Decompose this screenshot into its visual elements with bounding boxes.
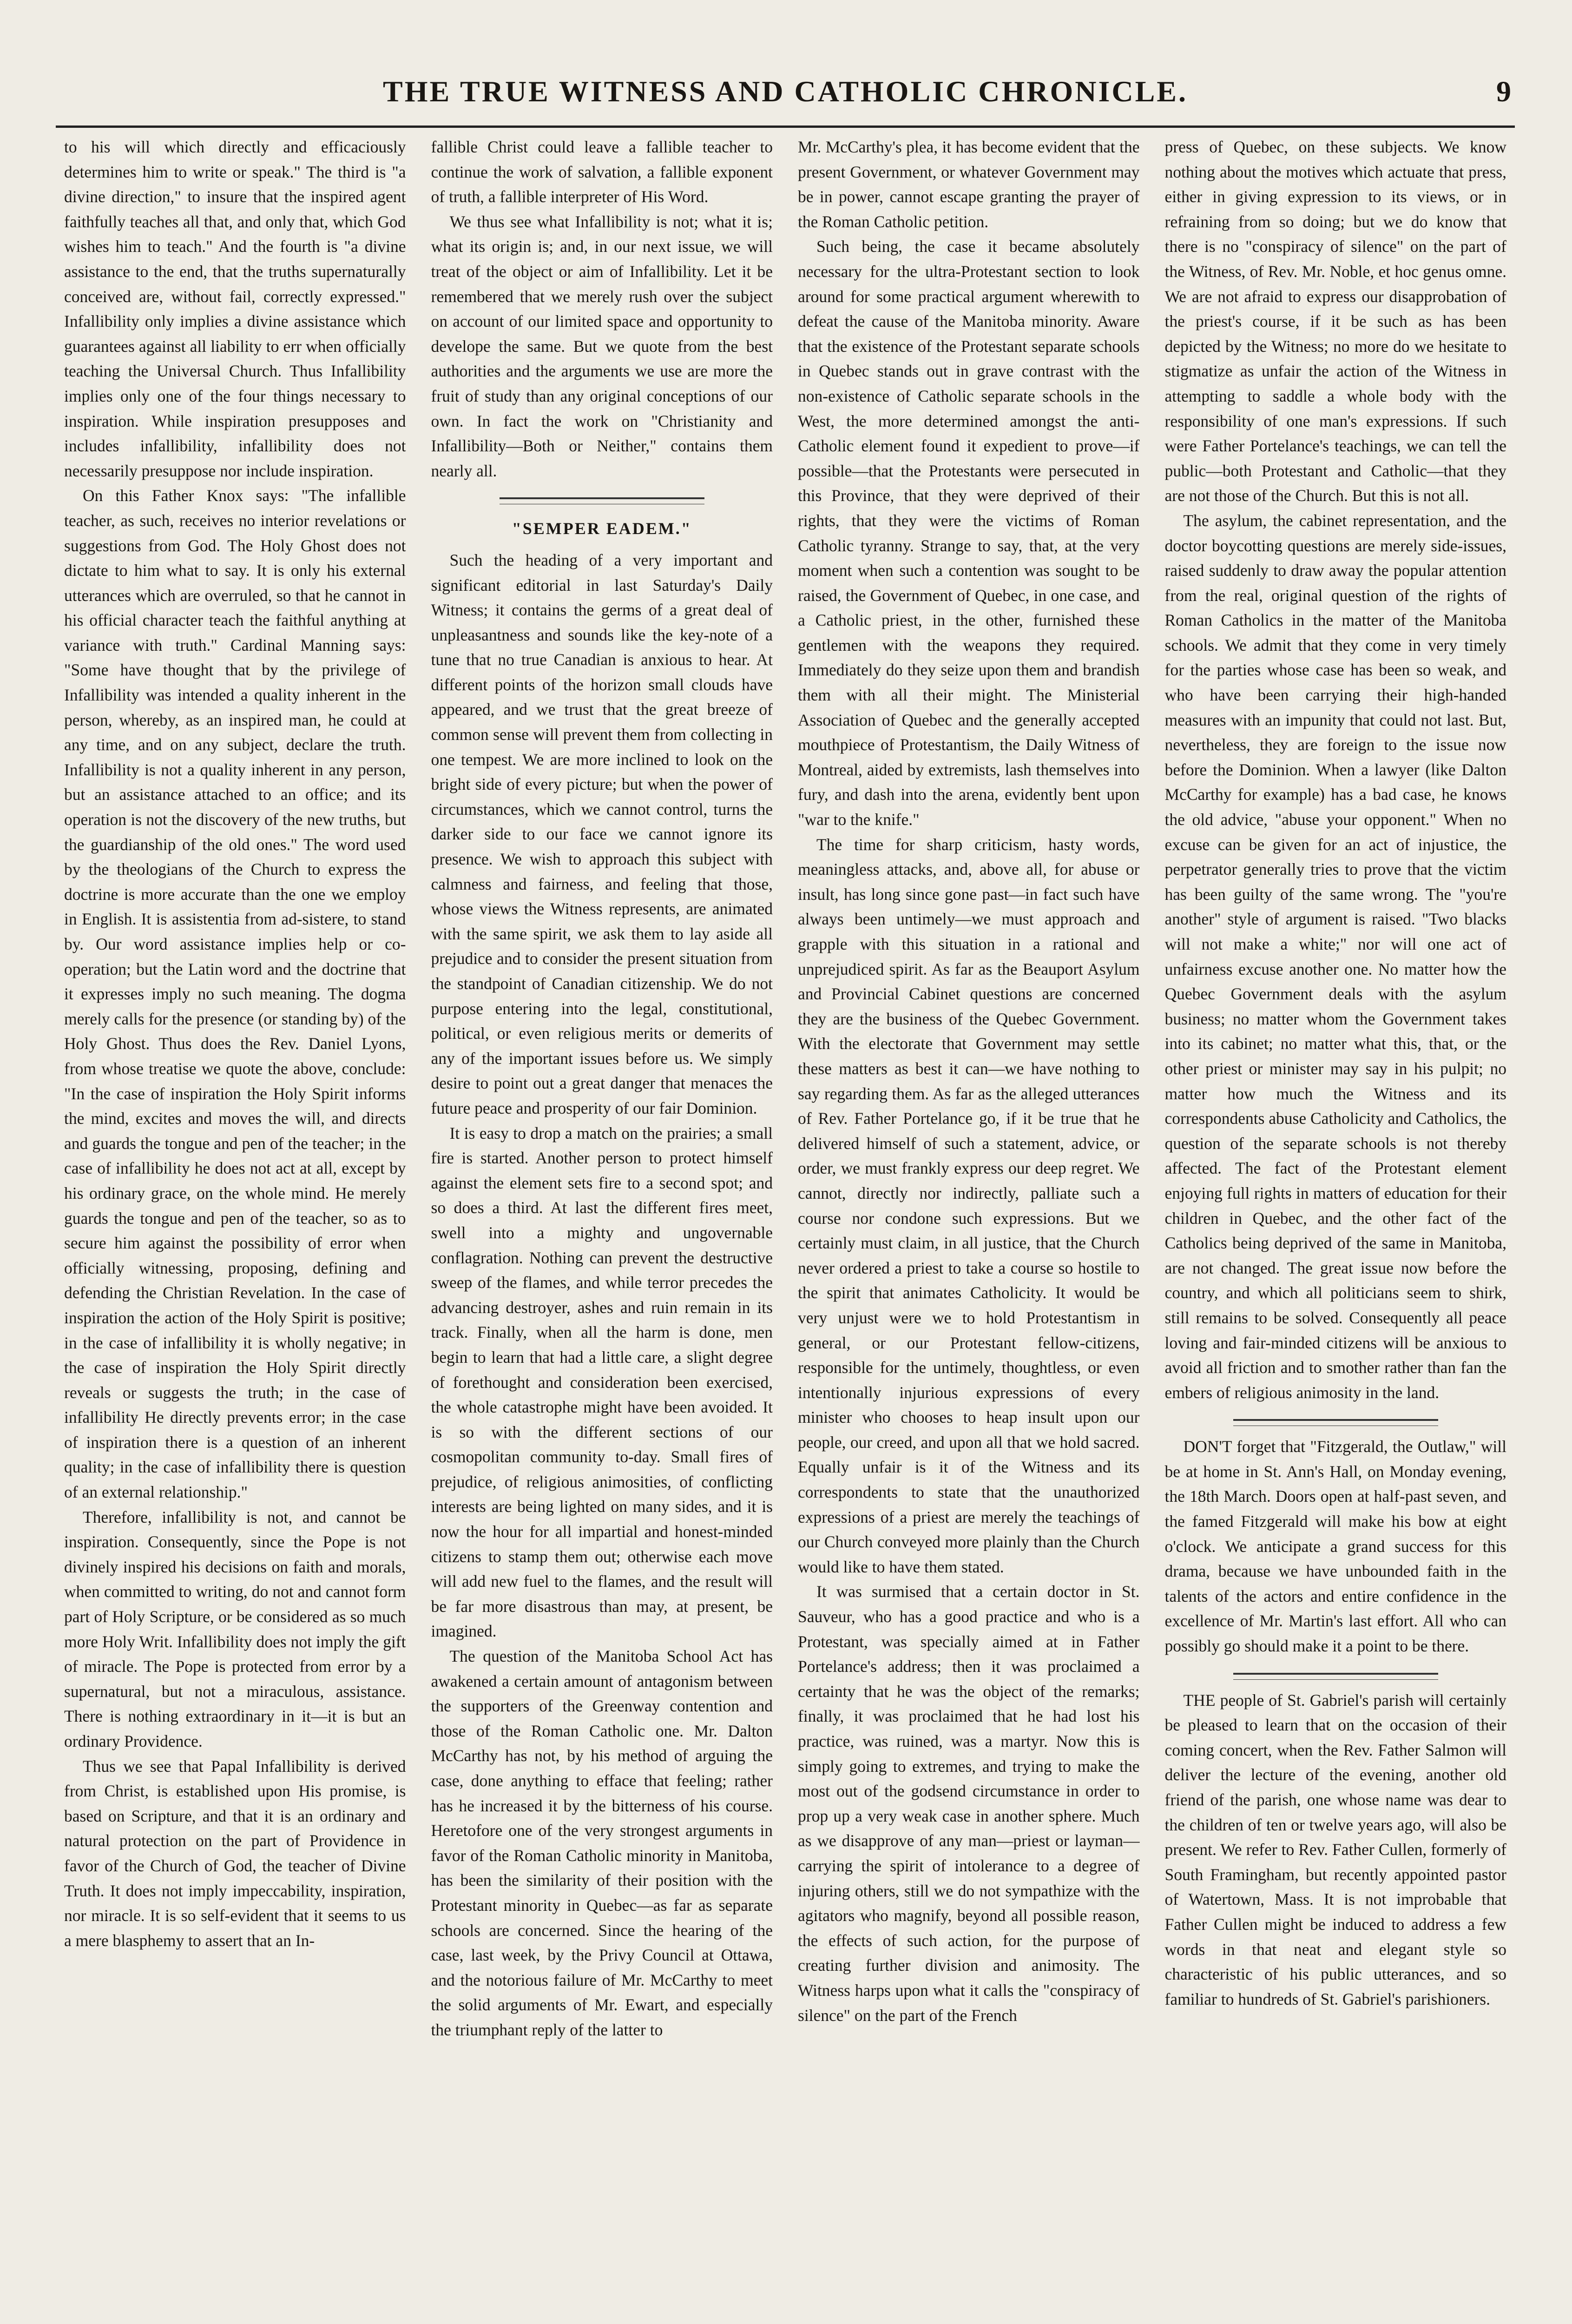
article-paragraph: THE people of St. Gabriel's parish will certainly be pleased to learn that on the occasion of their coming concert, when the Rev. Father Salmon will deliver the lecture of the evening, another old friend of the parish, one whose name was dear to the children of ten or twelve years ago, will also be present. We refer to Rev. Father Cullen, formerly of South Framingham, but recently appointed pastor of Watertown, Mass. It is not improbable that Father Cullen might be induced to address a few words in that neat and elegant style so characteristic of his public utterances, and so familiar to hundreds of St. Gabriel's parishioners.: [1164, 1690, 1506, 2008]
section-divider: [1233, 1673, 1438, 1680]
article-paragraph: Therefore, infallibility is not, and cannot be inspiration. Consequently, since the Pope is not divinely inspired his decisions on faith and morals, when committed to writing, do not and cannot form part of Holy Scripture, or be considered as so much more Holy Writ. Infallibility does not imply the gift of miracle. The Pope is protected from error by a supernatural, but not a miraculous, assistance. There is nothing extraordinary in it—it is but an ordinary Providence.: [64, 1507, 406, 1750]
article-paragraph: Such the heading of a very important and significant editorial in last Saturday's Daily Witness; it contains the germs of a great deal of unpleasantness and sounds like the key-note of a tune that no true Canadian is anxious to hear. At different points of the horizon small clouds have appeared, and we trust that the great breeze of common sense will prevent them from collecting in one tempest. We are more inclined to look on the bright side of every picture; but when the power of circumstances, which we cannot control, turns the darker side to our face we cannot ignore its presence. We wish to approach this subject with calmness and fairness, and feeling that those, whose views the Witness represents, are animated with the same spirit, we ask them to lay aside all prejudice and to consider the present situation from the standpoint of Canadian citizenship. We do not purpose entering into the legal, constitutional, political, or even religious merits or demerits of any of the important issues before us. We simply desire to point out a great danger that menaces the future peace and prosperity of our fair Dominion.: [431, 550, 773, 1117]
article-paragraph: press of Quebec, on these subjects. We know nothing about the motives which actuate that press, either in giving expression to its views, or in refraining from so doing; but we do know that there is no "conspiracy of silence" on the part of the Witness, of Rev. Mr. Noble, et hoc genus omne. We are not afraid to express our disapprobation of the priest's course, if it be such as has been depicted by the Witness; no more do we hesitate to stigmatize as unfair the action of the Witness in attempting to saddle a whole body with the responsibility of one man's expressions. If such were Father Portelance's teachings, we can tell the public—both Protestant and Catholic—that they are not those of the Church. But this is not all.: [1164, 138, 1506, 505]
masthead: [56, 70, 1515, 128]
article-heading: "SEMPER EADEM.": [512, 519, 692, 538]
article-paragraph: The time for sharp criticism, hasty words, meaningless attacks, and, above all, for abuse or insult, has long since gone past—in fact such have always been untimely—we must approach and grapple with this situation in a rational and unprejudiced spirit. As far as the Beauport Asylum and Provincial Cabinet questions are concerned they are the business of the Quebec Government. With the electorate that Government may settle these matters as best it can—we have nothing to say regarding them. As far as the alleged utterances of Rev. Father Portelance go, if it be true that he delivered himself of such a statement, advice, or order, we must frankly express our deep regret. We cannot, directly nor indirectly, palliate such a course nor condone such expressions. But we certainly must claim, in all justice, that the Church never ordered a priest to take a course so hostile to the spirit that animates Catholicity. It would be very unjust were we to hold Protestantism in general, or our Protestant fellow-citizens, responsible for the untimely, thoughtless, or even intentionally injurious expressions of every minister who chooses to heap insult upon our people, our creed, and upon all that we hold sacred. Equally unfair is it of the Witness and its correspondents to state that the unauthorized expressions of a priest are merely the teachings of our Church conveyed more plainly than the Church would like to have them stated.: [798, 835, 1140, 1576]
article-paragraph: Thus we see that Papal Infallibility is derived from Christ, is established upon His promise, is based on Scripture, and that it is an ordinary and natural protection on the part of Providence in favor of the Church of God, the teacher of Divine Truth. It does not imply impeccability, inspiration, nor miracle. It is so self-evident that it seems to us a mere blasphemy to assert that an In-: [64, 1756, 406, 1950]
article-columns: [56, 135, 1515, 2324]
article-paragraph: fallible Christ could leave a fallible teacher to continue the work of salvation, a fallible exponent of truth, a fallible interpreter of His Word.: [431, 138, 773, 206]
column-1: [56, 135, 414, 2324]
article-paragraph: The question of the Manitoba School Act has awakened a certain amount of antagonism between the supporters of the Greenway contention and those of the Roman Catholic one. Mr. Dalton McCarthy has not, by his method of arguing the case, done anything to efface that feeling; rather has he increased it by the bitterness of his course. Heretofore one of the very strongest arguments in favor of the Roman Catholic minority in Manitoba, has been the similarity of their position with the Protestant minority in Quebec—as far as separate schools are concerned. Since the hearing of the case, last week, by the Privy Council at Ottawa, and the notorious failure of Mr. McCarthy to meet the solid arguments of Mr. Ewart, and especially the triumphant reply of the latter to: [431, 1647, 773, 2039]
section-divider: [500, 497, 704, 504]
column-4: [1157, 135, 1515, 2324]
article-paragraph: We thus see what Infallibility is not; what it is; what its origin is; and, in our next issue, we will treat of the object or aim of Infallibility. Let it be remembered that we merely rush over the subject on account of our limited space and opportunity to develope the same. But we quote from the best authorities and the arguments we use are more the fruit of study than any original conceptions of our own. In fact the work on "Christianity and Infallibility—Both or Neither," contains them nearly all.: [431, 212, 773, 480]
column-2: [423, 135, 782, 2324]
article-paragraph: On this Father Knox says: "The infallible teacher, as such, receives no interior revelations or suggestions from God. The Holy Ghost does not dictate to him what to say. It is only his external utterances which are overruled, so that he cannot in his official character teach the faithful anything at variance with truth." Cardinal Manning says: "Some have thought that by the privilege of Infallibility was intended a quality inherent in the person, whereby, as an inspired man, he could at any time, and on any subject, declare the truth. Infallibility is not a quality inherent in any person, but an assistance attached to an office; and its operation is not the discovery of the new truths, but the guardianship of the old ones." The word used by the theologians of the Church to express the doctrine is more accurate than the one we employ in English. It is assistentia from ad-sistere, to stand by. Our word assistance implies help or co-operation; but the Latin word and the doctrine that it expresses imply no such meaning. The dogma merely calls for the presence (or standing by) of the Holy Ghost. Thus does the Rev. Daniel Lyons, from whose treatise we quote the above, conclude: "In the case of inspiration the Holy Spirit informs the mind, excites and moves the will, and directs and guards the tongue and pen of the teacher; in the case of infallibility he does not act at all, except by his ordinary grace, on the whole mind. He merely guards the tongue and pen of the teacher, so as to secure him against the possibility of error when officially witnessing, proposing, defining and defending the Christian Revelation. In the case of inspiration the action of the Holy Spirit is positive; in the case of infallibility it is wholly negative; in the case of inspiration the Holy Spirit directly reveals or suggests the truth; in the case of infallibility He directly prevents error; in the case of inspiration there is a question of an inherent quality; in the case of infallibility there is question of an external relationship.": [64, 486, 406, 1502]
article-paragraph: It is easy to drop a match on the prairies; a small fire is started. Another person to protect himself against the element sets fire to a second spot; and so does a third. At last the different fires meet, swell into a mighty and ungovernable conflagration. Nothing can prevent the destructive sweep of the flames, and while terror precedes the advancing destroyer, ashes and ruin remain in its track. Finally, when all the harm is done, men begin to learn that had a little care, a slight degree of forethought and consideration been exercised, the whole catastrophe might have been avoided. It is so with the different sections of our cosmopolitan community to-day. Small fires of prejudice, of religious animosities, of conflicting interests are being lighted on many sides, and it is now the hour for all impartial and honest-minded citizens to stamp them out; otherwise each move will add new fuel to the flames, and the result will be far more disastrous than may, at present, be imagined.: [431, 1123, 773, 1641]
article-paragraph: The asylum, the cabinet representation, and the doctor boycotting questions are merely side-issues, raised suddenly to draw away the popular attention from the real, original question of the rights of Roman Catholics in the matter of the Manitoba schools. We admit that they come in very timely for the parties whose case has been so weak, and who have been carrying their high-handed measures with an impunity that could not last. But, nevertheless, they are foreign to the issue now before the Dominion. When a lawyer (like Dalton McCarthy for example) has a bad case, he knows the old advice, "abuse your opponent." When no excuse can be given for an act of injustice, the perpetrator generally tries to prove that the victim has been guilty of the same wrong. The "you're another" style of argument is raised. "Two blacks will not make a white;" nor will one act of unfairness excuse another one. No matter how the Quebec Government deals with the asylum business; no matter whom the Government takes into its cabinet; no matter what this, that, or the other priest or minister may say in his pulpit; no matter how much the Witness and its correspondents abuse Catholicity and Catholics, the question of the separate schools is not thereby affected. The fact of the Protestant element enjoying full rights in matters of education for their children in Quebec, and the other fact of the Catholics being deprived of the same in Manitoba, are not changed. The great issue now before the country, and which all politicians seem to shirk, still remains to be solved. Consequently all peace loving and fair-minded citizens will be anxious to avoid all friction and to smother rather than fan the embers of religious animosity in the land.: [1164, 511, 1506, 1402]
article-paragraph: It was surmised that a certain doctor in St. Sauveur, who has a good practice and who is a Protestant, was specially aimed at in Father Portelance's address; then it was proclaimed a certainty that he was the object of the remarks; finally, it was proclaimed that he had lost his practice, was ruined, was a martyr. Now this is simply going to extremes, and trying to make the most out of the godsend circumstance in order to prop up a very weak case in another sphere. Much as we disapprove of any man—priest or layman—carrying the spirit of intolerance to a degree of injuring others, still we do not sympathize with the agitators who magnify, beyond all possible reason, the effects of such action, for the purpose of creating further division and animosity. The Witness harps upon what it calls the "conspiracy of silence" on the part of the French: [798, 1582, 1140, 2025]
masthead-title: THE TRUE WITNESS AND CATHOLIC CHRONICLE.: [383, 75, 1188, 108]
column-3: [789, 135, 1148, 2324]
section-divider: [1233, 1419, 1438, 1426]
article-paragraph: to his will which directly and efficaciously determines him to write or speak." The third is "a divine direction," to insure that the inspired agent faithfully teaches all that, and only that, which God wishes him to teach." And the fourth is "a divine assistance to the end, that the truths supernaturally conceived are, without fail, correctly expressed." Infallibility only implies a divine assistance which guarantees against all liability to err when officially teaching the Universal Church. Thus Infallibility implies only one of the four things necessary to inspiration. While inspiration presupposes and includes infallibility, infallibility does not necessarily presuppose nor include inspiration.: [64, 138, 406, 480]
page-number: 9: [1496, 75, 1511, 108]
article-paragraph: Such being, the case it became absolutely necessary for the ultra-Protestant section to look around for some practical argument wherewith to defeat the cause of the Manitoba minority. Aware that the existence of the Protestant separate schools in Quebec stands out in grave contrast with the non-existence of Catholic separate schools in the West, the more determined amongst the anti-Catholic element found it expedient to prove—if possible—that the Protestants were persecuted in this Province, that they were deprived of their rights, that they were the victims of Roman Catholic tyranny. Strange to say, that, at the very moment when such a contention was sought to be raised, the Government of Quebec, in one case, and a Catholic priest, in the other, furnished these gentlemen with the weapons they required. Immediately do they seize upon them and brandish them with all their might. The Ministerial Association of Quebec and the generally accepted mouthpiece of Protestantism, the Daily Witness of Montreal, aided by extremists, lash themselves into fury, and dash into the arena, evidently bent upon "war to the knife.": [798, 237, 1140, 829]
article-paragraph: DON'T forget that "Fitzgerald, the Outlaw," will be at home in St. Ann's Hall, on Monday evening, the 18th March. Doors open at half-past seven, and the famed Fitzgerald will make his bow at eight o'clock. We anticipate a grand success for this drama, because we have unbounded faith in the talents of the actors and entire confidence in the excellence of Mr. Martin's last effort. All who can possibly go should make it a point to be there.: [1164, 1437, 1506, 1656]
article-paragraph: Mr. McCarthy's plea, it has become evident that the present Government, or whatever Government may be in power, cannot escape granting the prayer of the Roman Catholic petition.: [798, 138, 1140, 231]
